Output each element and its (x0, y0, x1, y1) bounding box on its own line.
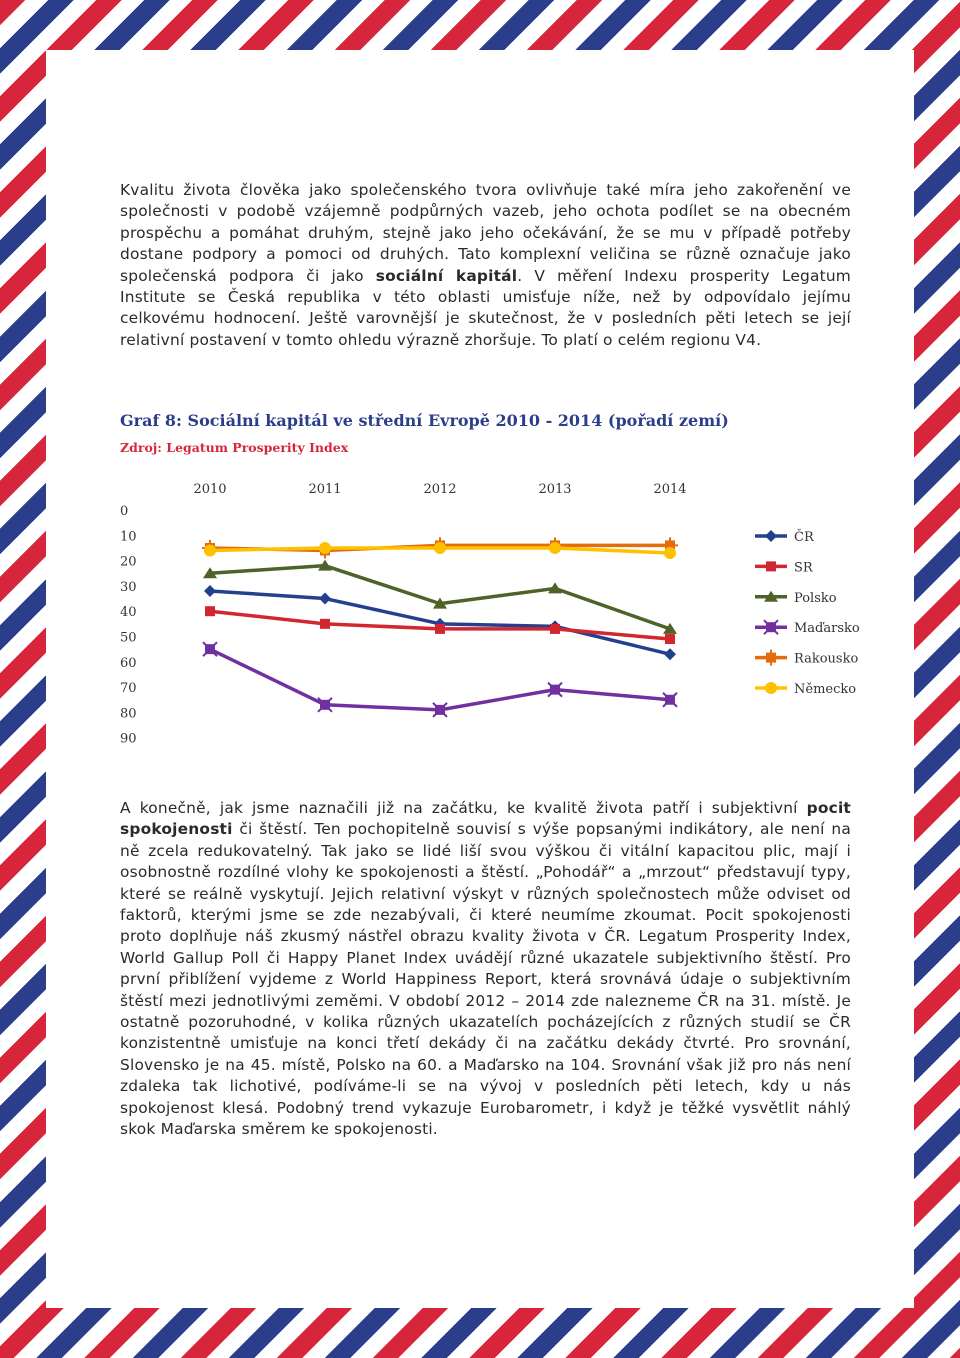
x-tick-label: 2011 (308, 482, 342, 497)
text-segment: či štěstí. Ten pochopitelně souvisí s výše popsanými indikátory, ale není na ně zcela redukovatelný. Tak jako se lidé liší svou výškou či vitální kapacitou plic, mají i osobnostně rozdílné vlohy ke spokojenosti a štěstí. „Pohodář“ a „mrzout“ představují typy, které se reálně vyskytují. Jejich relativní výskyt v různých společnostech může odviset od faktorů, kterými jsme se zde nezabývali, či které neumíme zkoumat. Pocit spokojenosti proto doplňuje náš zkusmý nástřel obrazu kvality života v ČR. Legatum Prosperity Index, World Gallup Poll či Happy Planet Index uvádějí různé ukazatele subjektivního štěstí. Pro první přiblížení vyjdeme z World Happiness Report, která srovnává údaje o subjektivním štěstí mezi jednotlivými zeměmi. V období 2012 – 2014 zde nalezneme ČR na 31. místě. Je ostatně pozoruhodné, v kolika různých ukazatelích pocházejících z různých studií se ČR konzistentně umisťuje na konci třetí dekády či na začátku dekády čtvrté. Pro srovnání, Slovensko je na 45. místě, Polsko na 60. a Maďarsko na 104. Srovnání však již pro nás není zdaleka tak lichotivé, podíváme-li se na vývoj v posledních pěti letech, kdy u nás spokojenost klesá. Podobný trend vykazuje Eurobarometr, i když je těžké vysvětlit náhlý skok Maďarska směrem ke spokojenosti. (120, 820, 851, 1139)
y-tick-label: 90 (120, 731, 137, 747)
emphasized-term: sociální kapitál (375, 266, 518, 285)
y-tick-label: 40 (120, 605, 137, 621)
legend-label: Maďarsko (794, 621, 860, 637)
y-tick-label: 50 (120, 630, 137, 646)
legend-label: Polsko (794, 590, 837, 606)
x-tick-label: 2013 (538, 482, 572, 497)
chart-legend (755, 528, 860, 697)
data-point (664, 648, 676, 660)
data-point (435, 624, 445, 634)
text-segment: . V měření Indexu prosperity Legatum Institute se Česká republika v této oblasti umisťuje níže, než by odpovídalo jejímu celkovému hodnocení. Ještě varovnější je skutečnost, že v posledních pěti letech se její relativní postavení v tomto ohledu výrazně zhoršuje. To platí o celém regionu V4. (120, 266, 851, 349)
y-tick-label: 70 (120, 681, 137, 697)
y-tick-label: 80 (120, 706, 137, 722)
figure-source: Zdroj: Legatum Prosperity Index (120, 440, 349, 455)
data-point (320, 619, 330, 629)
legend-label: Rakousko (794, 651, 859, 667)
text-segment: A konečně, jak jsme naznačili již na začátku, ke kvalitě života patří i subjektivní (120, 799, 807, 817)
x-tick-label: 2014 (653, 482, 687, 497)
legend-marker (765, 530, 777, 542)
data-point (550, 624, 560, 634)
x-tick-label: 2012 (423, 482, 457, 497)
text-segment: Kvalitu života člověka jako společenského tvora ovlivňuje také míra jeho zakořenění ve společnosti v podobě vzájemně podpůrných vazeb, jeho ochota podílet se na obecném prospěchu a pomáhat druhým, stejně jako jeho očekávání, že se mu v případě potřeby dostane podpory a pomoci od druhých. Tato komplexní veličina se různě označuje jako společenská podpora či jako (120, 181, 851, 285)
legend-label: Německo (794, 682, 857, 697)
intro-paragraph (120, 180, 851, 351)
data-point (319, 593, 331, 605)
data-point (319, 542, 331, 554)
y-tick-label: 10 (120, 529, 137, 545)
figure-title: Graf 8: Sociální kapitál ve střední Evropě 2010 - 2014 (pořadí zemí) (120, 411, 729, 430)
happiness-paragraph (120, 798, 851, 1141)
series-line (210, 649, 670, 710)
y-tick-label: 30 (120, 579, 137, 595)
data-point (549, 542, 561, 554)
x-tick-label: 2010 (193, 482, 227, 497)
data-point (665, 634, 675, 644)
y-tick-label: 20 (120, 554, 137, 570)
data-point (434, 542, 446, 554)
data-point (204, 585, 216, 597)
emphasized-term: pocit spokojenosti (120, 799, 851, 839)
legend-marker-cross (763, 650, 779, 666)
chart-series (202, 537, 678, 716)
data-point (204, 544, 216, 556)
legend-marker (765, 682, 777, 694)
legend-label: SR (794, 560, 813, 576)
x-axis (193, 482, 686, 497)
y-axis (120, 504, 137, 747)
legend-label: ČR (794, 530, 814, 545)
y-tick-label: 0 (120, 504, 129, 519)
y-tick-label: 60 (120, 655, 137, 671)
data-point (205, 606, 215, 616)
data-point (664, 547, 676, 559)
social-capital-chart (110, 470, 870, 760)
legend-marker (766, 561, 776, 571)
